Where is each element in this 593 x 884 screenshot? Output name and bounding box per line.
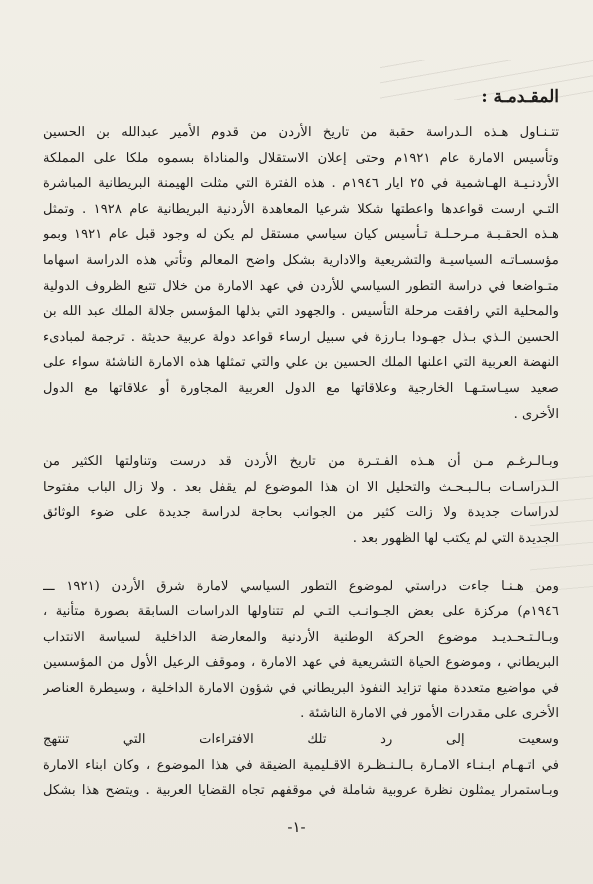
text-line: الأردنـيـة الهـاشمية في ٢٥ ايار ١٩٤٦م . هذه الفترة التي مثلت الهيمنة البريطانية المباشرة xyxy=(43,176,559,192)
text-line: في اتـهـام ابـنـاء الامـارة بـالـنـظـرة الاقـليمية الضيقة في هذا الموضوع ، وكان ابناء الامارة xyxy=(43,757,559,773)
text-line: الجديدة التي لم يكتب لها الظهور بعد . xyxy=(352,530,559,546)
text-line: الحسين الـذي بـذل جهـودا بـارزة في سبيل ارساء قواعد دولة عربية حديثة . ترجمة لمبادىء xyxy=(43,329,559,345)
paragraph-3 xyxy=(43,574,559,804)
text-line: متـواضعا في دراسة التطور السياسي للأردن في عهد الامارة من خلال تتبع الظروف الدولية xyxy=(43,278,559,294)
section-heading: المقـدمـة : xyxy=(481,87,559,107)
text-line: وبـالـتـحـديـد موضوع الحركة الوطنية الأردنية والمعارضة الداخلية لسياسة الانتداب xyxy=(43,629,559,645)
text-line: هـذه الحقـبـة مـرحـلـة تـأسيس كيان سياسي مستقل لم يكن له وجود قبل عام ١٩٢١ وبمو xyxy=(43,227,559,243)
text-line: صعيد سيـاستـهـا الخارجية وعلاقاتها مع الدول العربية المجاورة أو علاقاتها مع الدول xyxy=(43,380,559,396)
text-line: الـدراسـات بـالـبـحـث والتحليل الا ان هذا الموضوع لم يقفل بعد . ولا زال الباب مفتوحا xyxy=(43,479,559,495)
text-line: وبـاستمرار يمثلون نظرة عروبية شاملة في موقفهم تجاه القضايا العربية . ويتضح هذا بشكل xyxy=(43,783,559,799)
text-line: ومن هـنـا جاءت دراستي لموضوع التطور السياسي لامارة شرق الأردن (١٩٢١ ـــ xyxy=(43,578,559,594)
text-line: وبـالـرغـم مـن أن هـذه الفـتـرة من تاريخ الأردن قد درست وتناولتها الكثير من xyxy=(43,454,559,470)
page-number: -١- xyxy=(287,818,306,836)
text-line: ١٩٤٦م) مركزة على بعض الجـوانـب التـي لم تتناولها الدراسات السابقة بصورة متأنية ، xyxy=(43,604,559,620)
text-line: البريطاني ، وموضوع الحياة التشريعية في عهد الامارة ، وموقف الرعيل الأول من المؤسسين xyxy=(43,655,559,671)
text-line: وتأسيس الامارة عام ١٩٢١م وحتى إعلان الاستقلال والمناداة بسموه ملكا على المملكة xyxy=(43,150,559,166)
paragraph-2 xyxy=(43,449,559,551)
text-line: والمحلية التي رافقت مرحلة التأسيس . والجهود التي بذلها المؤسس جلالة الملك عبد الله بن xyxy=(43,304,559,320)
text-line: في مواضيع متعددة منها تزايد النفوذ البريطاني في شؤون الامارة الداخلية ، وسيطرة العناصر xyxy=(43,680,559,696)
text-line: لدراسات جديدة ولا زالت كثير من الجوانب بحاجة لدراسة جديدة على ضوء الوثائق xyxy=(43,505,559,521)
text-line: وسعيت إلى رد تلك الافتراءات التي تنتهج xyxy=(43,732,559,748)
text-line: مؤسسـاتـه السياسيـة والتشريعية والادارية بشكل واضح المعالم وتأتي هذه الدراسة اسهاما xyxy=(43,252,559,268)
text-line: الأخرى على مقدرات الأمور في الامارة الناشئة . xyxy=(300,706,559,722)
text-line: النهضة العربية التي اعلنها الملك الحسين بن علي والتي تمثلها هذه الامارة الناشئة سواء على xyxy=(43,355,559,371)
body-text xyxy=(43,120,559,804)
text-line: التـي ارست قواعدها واعطتها شكلا شرعيا المعاهدة الأردنية البريطانية عام ١٩٢٨ . وتمثل xyxy=(43,201,559,217)
text-line: الأخرى . xyxy=(513,406,559,422)
paragraph-1 xyxy=(43,120,559,427)
text-line: تتـنـاول هـذه الـدراسة حقبة من تاريخ الأردن من قدوم الأمير عبدالله بن الحسين xyxy=(43,125,559,140)
